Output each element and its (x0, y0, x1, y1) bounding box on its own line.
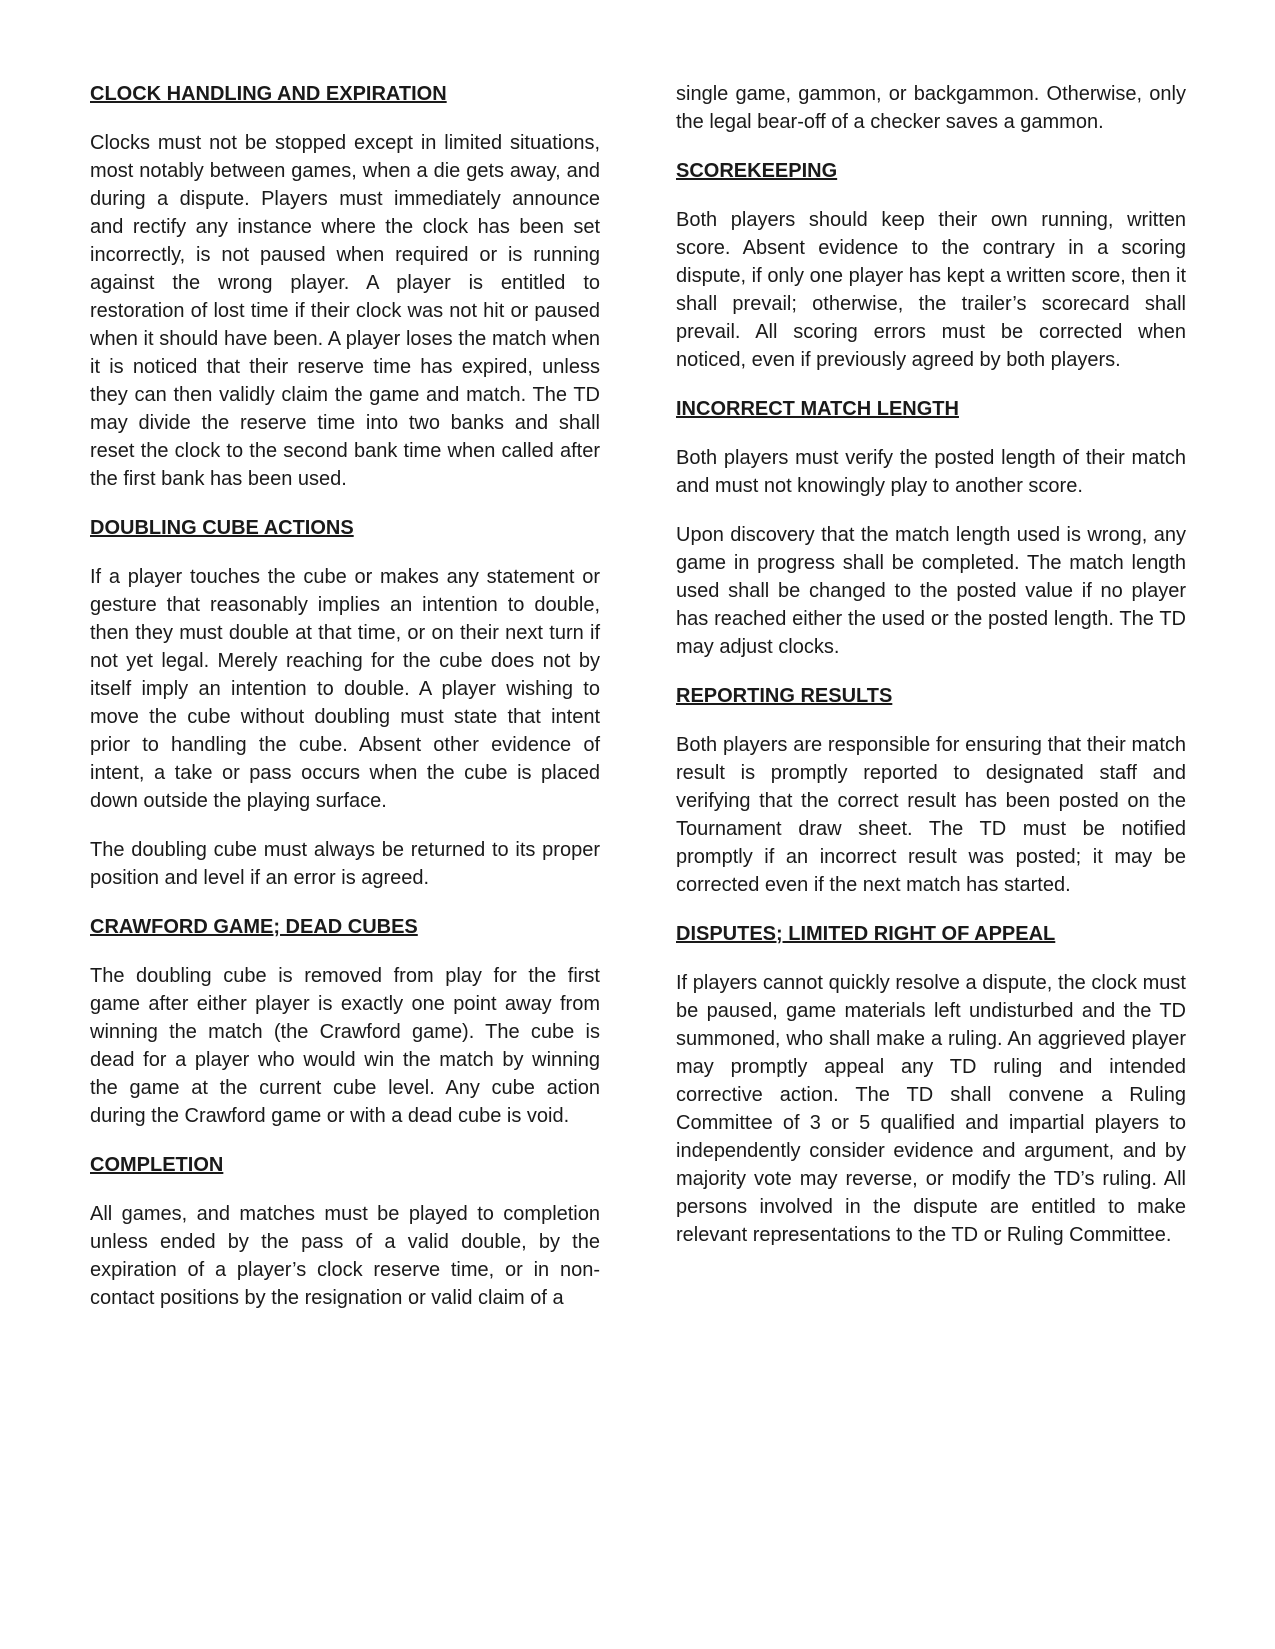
paragraph-completion: All games, and matches must be played to completion unless ended by the pass of a valid double, by the expiration of a player’s clock reserve time, or in non-contact positions by the resignation or valid claim of a (90, 1203, 600, 1309)
paragraph-doubling-2: The doubling cube must always be returned to its proper position and level if an error is agreed. (90, 839, 600, 889)
paragraph-match-length-2: Upon discovery that the match length used is wrong, any game in progress shall be completed. The match length used shall be changed to the posted value if no player has reached either the used or the posted length. The TD may adjust clocks. (676, 524, 1186, 658)
section-heading-crawford: CRAWFORD GAME; DEAD CUBES (90, 916, 418, 938)
section-heading-doubling: DOUBLING CUBE ACTIONS (90, 517, 354, 539)
paragraph-crawford: The doubling cube is removed from play for the first game after either player is exactly one point away from winning the match (the Crawford game). The cube is dead for a player who would win the match by winning the game at the current cube level. Any cube action during the Crawford game or with a dead cube is void. (90, 965, 600, 1127)
section-heading-reporting: REPORTING RESULTS (676, 685, 893, 707)
right-column (676, 80, 1186, 1270)
section-heading-clock: CLOCK HANDLING AND EXPIRATION (90, 83, 447, 105)
paragraph-clock: Clocks must not be stopped except in limited situations, most notably between games, when a die gets away, and during a dispute. Players must immediately announce and rectify any instance where the clock has been set incorrectly, is not paused when required or is running against the wrong player. A player is entitled to restoration of lost time if their clock was not hit or paused when it should have been. A player loses the match when it is noticed that their reserve time has expired, unless they can then validly claim the game and match. The TD may divide the reserve time into two banks and shall reset the clock to the second bank time when called after the first bank has been used. (90, 132, 600, 490)
paragraph-disputes: If players cannot quickly resolve a dispute, the clock must be paused, game materials left undisturbed and the TD summoned, who shall make a ruling. An aggrieved player may promptly appeal any TD ruling and intended corrective action. The TD shall convene a Ruling Committee of 3 or 5 qualified and impartial players to independently consider evidence and argument, and by majority vote may reverse, or modify the TD’s ruling. All persons involved in the dispute are entitled to make relevant representations to the TD or Ruling Committee. (676, 972, 1186, 1246)
paragraph-completion-continued: single game, gammon, or backgammon. Otherwise, only the legal bear-off of a checker saves a gammon. (676, 83, 1186, 133)
left-column (90, 80, 600, 1333)
section-heading-disputes: DISPUTES; LIMITED RIGHT OF APPEAL (676, 923, 1056, 945)
paragraph-reporting: Both players are responsible for ensuring that their match result is promptly reported to designated staff and verifying that the correct result has been posted on the Tournament draw sheet. The TD must be notified promptly if an incorrect result was posted; it may be corrected even if the next match has started. (676, 734, 1186, 896)
paragraph-doubling-1: If a player touches the cube or makes any statement or gesture that reasonably implies an intention to double, then they must double at that time, or on their next turn if not yet legal. Merely reaching for the cube does not by itself imply an intention to double. A player wishing to move the cube without doubling must state that intent prior to handling the cube. Absent other evidence of intent, a take or pass occurs when the cube is placed down outside the playing surface. (90, 566, 600, 812)
section-heading-scorekeeping: SCOREKEEPING (676, 160, 838, 182)
section-heading-match-length: INCORRECT MATCH LENGTH (676, 398, 959, 420)
paragraph-match-length-1: Both players must verify the posted length of their match and must not knowingly play to another score. (676, 447, 1186, 497)
section-heading-completion: COMPLETION (90, 1154, 224, 1176)
paragraph-scorekeeping: Both players should keep their own running, written score. Absent evidence to the contrary in a scoring dispute, if only one player has kept a written score, then it shall prevail; otherwise, the trailer’s scorecard shall prevail. All scoring errors must be corrected when noticed, even if previously agreed by both players. (676, 209, 1186, 371)
